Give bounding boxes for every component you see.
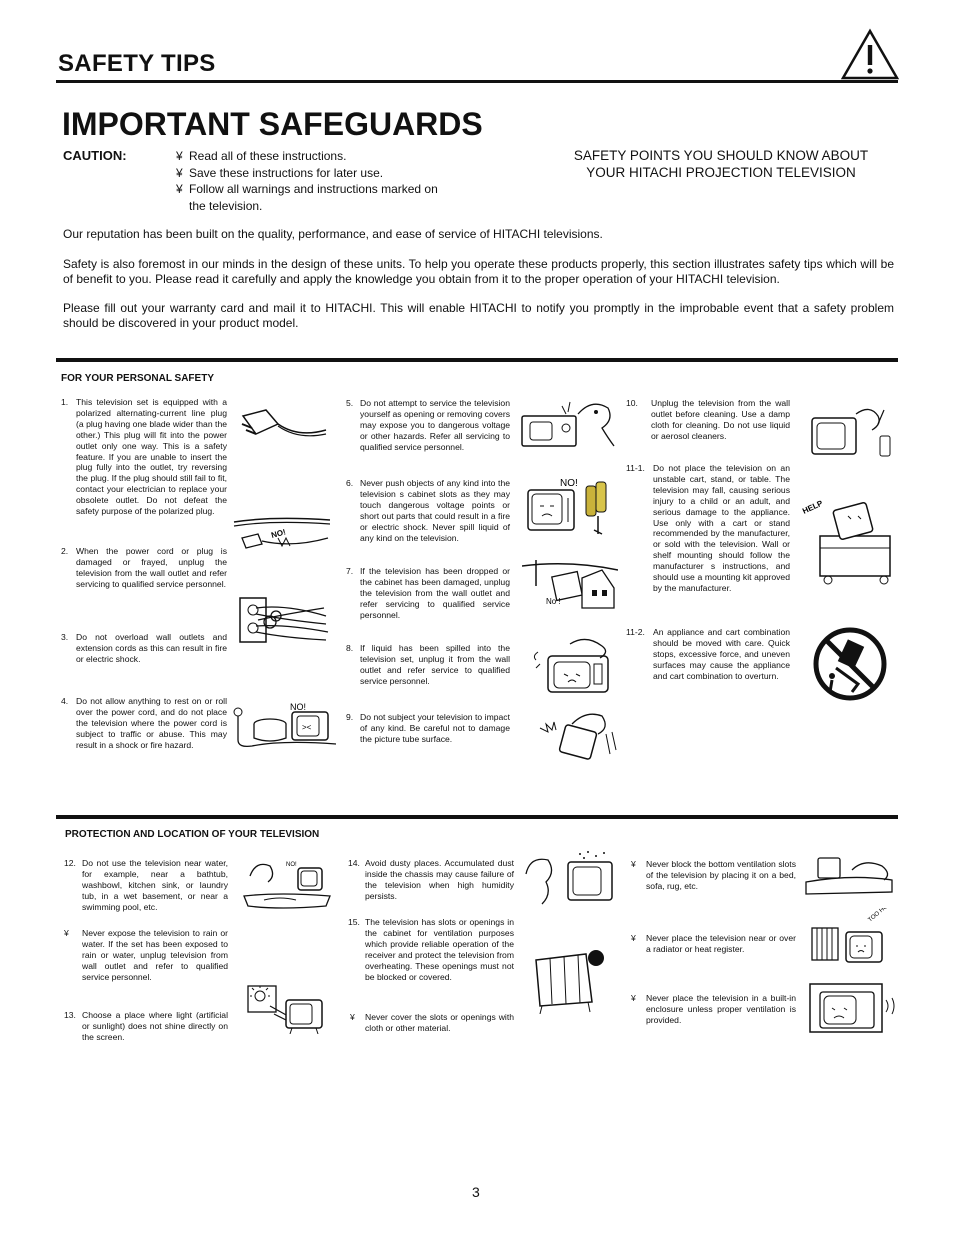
servicing-hands-illustration — [518, 398, 618, 450]
personal-safety-title: FOR YOUR PERSONAL SAFETY — [61, 373, 214, 384]
sunlight-on-screen-illustration — [246, 984, 326, 1034]
safety-points-heading: SAFETY POINTS YOU SHOULD KNOW ABOUT YOUR HITACHI PROJECTION TELEVISION — [573, 148, 869, 180]
page-number: 3 — [472, 1184, 480, 1200]
no-label: NO! — [560, 478, 578, 489]
list-item: 14. Avoid dusty places. Accumulated dust inside the chassis may cause failure of the television when high humidity persists. — [348, 858, 514, 901]
polarized-plug-illustration — [238, 404, 328, 454]
list-item: ¥ Never cover the slots or openings with cloth or other material. — [350, 1012, 514, 1033]
list-item: 2. When the power cord or plug is damaged or frayed, unplug the television from the wall outlet and refer servicing to qualified service personnel. — [61, 546, 227, 589]
cleaning-illustration — [806, 404, 896, 460]
no-label: NO! — [270, 527, 287, 540]
header-rule — [56, 80, 898, 83]
protection-title: PROTECTION AND LOCATION OF YOUR TELEVISION — [65, 829, 320, 840]
list-item: 10. Unplug the television from the wall outlet before cleaning. Use a damp cloth for cleaning. Do not use liquid or aerosol cleaners. — [626, 398, 790, 441]
near-water-illustration — [240, 856, 336, 916]
caution-list — [176, 148, 466, 214]
section-header-title: SAFETY TIPS — [58, 50, 216, 77]
cart-tip-over-warning-icon — [812, 622, 888, 706]
section-rule — [56, 358, 898, 362]
list-item: ¥ Never expose the television to rain or water. If the set has been exposed to rain or water, unplug television from wall outlet and refer to qualified service personnel. — [64, 928, 228, 982]
objects-in-slots-illustration — [522, 472, 618, 542]
blocked-openings-illustration — [530, 944, 608, 1014]
tv-on-bed-illustration — [802, 854, 896, 898]
no-lower-label: No ! — [546, 597, 561, 606]
caution-item: ¥ Save these instructions for later use. — [176, 165, 384, 180]
list-item: ¥ Never place the television near or over a radiator or heat register. — [631, 933, 796, 954]
list-item: 9. Do not subject your television to impact of any kind. Be careful not to damage the picture tube surface. — [346, 712, 510, 744]
list-item: 4. Do not allow anything to rest on or roll over the power cord, and do not place the television where the power cord is subject to traffic or abuse. This may result in a shock or fire hazard. — [61, 696, 227, 750]
intro-paragraph: Safety is also foremost in our minds in the design of these units. To help you operate these products properly, this section illustrates safety tips which will be of benefit to you. Please read it carefully and apply the knowledge you obtain from it to the proper operation of your HITACHI television. — [63, 257, 894, 286]
dropped-tv-illustration — [522, 552, 618, 616]
caution-item: ¥ Follow all warnings and instructions marked on the television. — [176, 182, 438, 213]
list-item: 11-2. An appliance and cart combination should be moved with care. Quick stops, excessive force, and uneven surfaces may cause the appliance and cart combination to overturn. — [626, 627, 790, 681]
svg-text:><: >< — [302, 723, 312, 732]
damaged-cord-illustration — [232, 508, 332, 556]
list-item: 6. Never push objects of any kind into the television s cabinet slots as they may touch dangerous voltage points or short out parts that could result in a fire or electric shock. Never spill liquid of any kind on the television. — [346, 478, 510, 543]
caution-label: CAUTION: — [63, 148, 127, 163]
list-item: 15. The television has slots or openings in the cabinet for ventilation purposes which provide reliable operation of the receiver and protect the television from overheating. These openings must not be blocked or covered. — [348, 917, 514, 982]
list-item: 8. If liquid has been spilled into the television set, unplug it from the wall outlet and refer service to qualified service personnel. — [346, 643, 510, 686]
page-title: IMPORTANT SAFEGUARDS — [62, 106, 483, 142]
list-item: 11-1. Do not place the television on an unstable cart, stand, or table. The television may fall, causing serious injury to a child or an adult, and serious damage to the appliance. Use only with a cart or stand recommended by the manufacturer, or sold with the television. Wall or shelf mounting should follow the manufacturer s instructions, and should use a mounting kit approved by the manufacturer. — [626, 463, 790, 593]
no-label: NO! — [290, 702, 307, 712]
unstable-cart-illustration — [802, 496, 898, 588]
near-radiator-illustration — [806, 908, 898, 966]
dusty-place-illustration — [518, 848, 618, 908]
help-label: HELP — [802, 498, 825, 516]
list-item: ¥ Never place the television in a built-in enclosure unless proper ventilation is provided. — [631, 993, 796, 1025]
intro-paragraph: Our reputation has been built on the quality, performance, and ease of service of HITACHI televisions. — [63, 227, 603, 241]
cord-under-tv-illustration — [232, 700, 338, 752]
impact-illustration — [536, 706, 618, 764]
warning-triangle-icon — [840, 28, 900, 80]
list-item: 13. Choose a place where light (artificial or sunlight) does not shine directly on the screen. — [64, 1010, 228, 1042]
caution-item: ¥ Read all of these instructions. — [176, 149, 347, 163]
intro-paragraph: Please fill out your warranty card and mail it to HITACHI. This will enable HITACHI to notify you promptly in the improbable event that a safety problem should be discovered in your product model. — [63, 301, 894, 330]
list-item: 12. Do not use the television near water, for example, near a bathtub, washbowl, kitchen sink, or laundry tub, in a wet basement, or near a swimming pool, etc. — [64, 858, 228, 912]
too-hot-label: TOO HOT! — [867, 908, 894, 924]
liquid-spill-illustration — [530, 634, 618, 696]
section-rule — [56, 815, 898, 819]
list-item: 5. Do not attempt to service the television yourself as opening or removing covers may expose you to dangerous voltage or other hazards. Refer all servicing to qualified service personnel. — [346, 398, 510, 452]
list-item: 1. This television set is equipped with a polarized alternating-current line plug (a plug having one blade wider than the other.) This plug will fit into the power outlet only one way. This is a safety feature. If you are unable to insert the plug fully into the outlet, try reversing the plug. If the plug should still fail to fit, contact your electrician to replace your obsolete outlet. Do not defeat the safety purpose of the polarized plug. — [61, 397, 227, 517]
no-label: NO! — [286, 862, 297, 868]
list-item: 3. Do not overload wall outlets and extension cords as this can result in fire or electric shock. — [61, 632, 227, 664]
list-item: 7. If the television has been dropped or the cabinet has been damaged, unplug the television from the wall outlet and refer servicing to qualified service personnel. — [346, 566, 510, 620]
list-item: ¥ Never block the bottom ventilation slots of the television by placing it on a bed, sofa, rug, etc. — [631, 859, 796, 891]
built-in-enclosure-illustration — [806, 980, 898, 1036]
overloaded-outlet-illustration — [236, 594, 330, 646]
